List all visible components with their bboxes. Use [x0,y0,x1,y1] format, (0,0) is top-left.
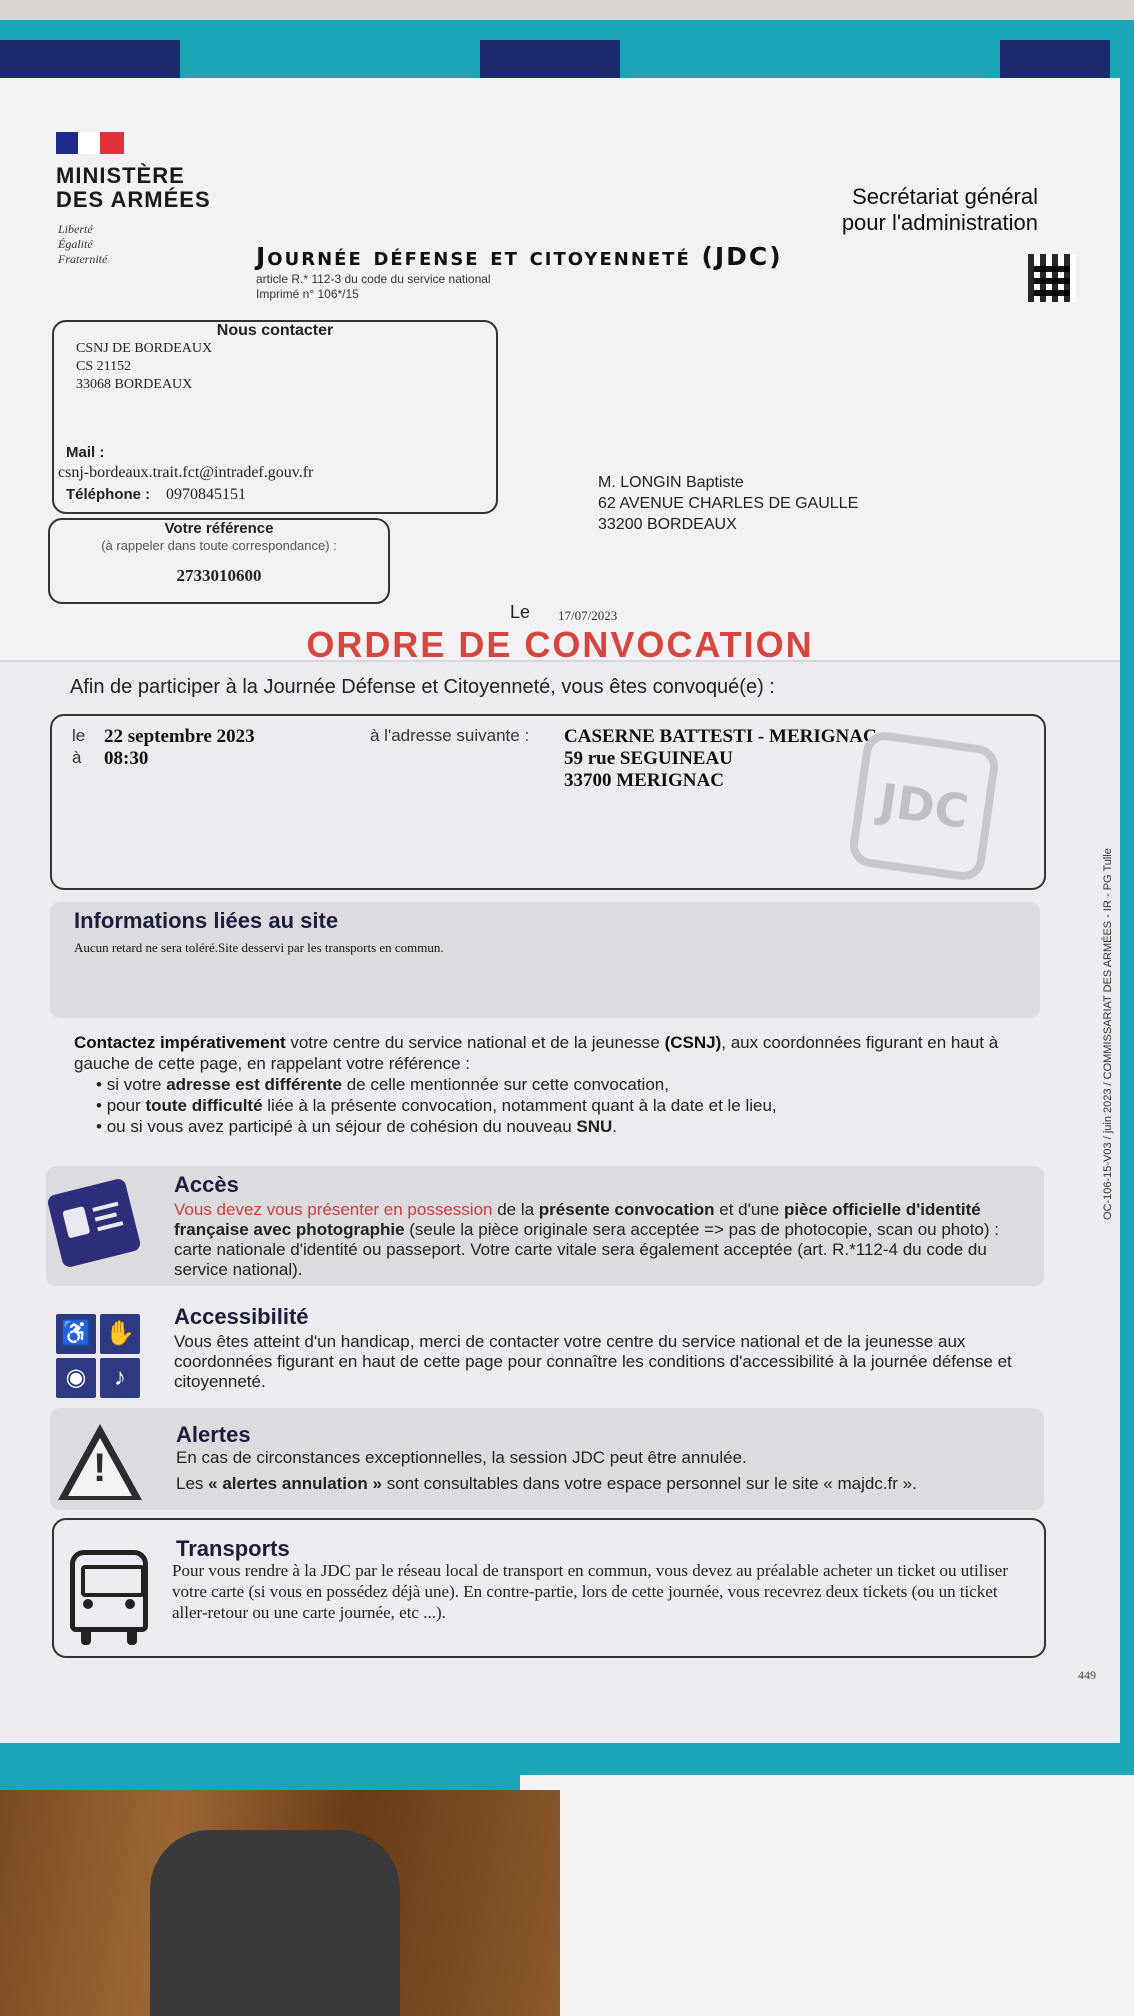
secretariat-general: Secrétariat général pour l'administration [841,184,1038,235]
issue-date: 17/07/2023 [558,608,618,623]
transports-text: Pour vous rendre à la JDC par le réseau local de transport en commun, vous devez au préalable acheter un ticket ou utiliser votre carte (si vous en possédez déjà une). En contre-partie, lors de cette journée, vous recevrez deux tickets (ou un ticket aller-retour ou une carte journée, etc ...). [172,1561,1009,1622]
marianne-flag-logo [56,132,124,154]
article-reference: article R.* 112-3 du code du service national Imprimé n° 106*/15 [256,272,491,301]
alerts-line2: Les « alertes annulation » sont consultables dans votre espace personnel sur le site « majdc.fr ». [176,1474,917,1493]
folder-stripe [1000,40,1110,80]
visual-impairment-icon: ◉ [56,1358,96,1398]
access-text: Vous devez vous présenter en possession de la présente convocation et d'une pièce officielle d'identité française avec photographie (seule la pièce originale sera acceptée => pas de photocopie, scan ou photo) : carte nationale d'identité ou passeport. Votre carte vitale sera également acceptée (art. R.*112-4 du code du service national). [174,1200,999,1279]
form-reference-vertical: OC-106-15-V03 / juin 2023 / COMMISSARIAT DES ARMÉES - IR - PG Tulle [1102,848,1114,1220]
accessibility-text: Vous êtes atteint d'un handicap, merci de contacter votre centre du service national et de la jeunesse aux coordonnées figurant en haut de cette page pour connaître les conditions d'accessibilité à la journée défense et citoyenneté. [174,1332,1012,1391]
site-info-text: Aucun retard ne sera toléré.Site desservi par les transports en commun. [74,940,444,955]
contact-bullets [96,1074,1036,1137]
contact-box [52,320,498,514]
page-number: 449 [1078,1668,1096,1682]
reference-heading: Votre référence [164,520,274,537]
recipient-address: M. LONGIN Baptiste 62 AVENUE CHARLES DE GAULLE 33200 BORDEAUX [598,474,859,533]
phone-label: Téléphone : [66,486,151,503]
white-surface [520,1775,1134,2016]
warning-exclamation: ! [93,1446,107,1490]
venue-name: CASERNE BATTESTI - MERIGNAC [564,726,877,747]
jdc-watermark-logo: JDC [847,729,1001,883]
address-label: à l'adresse suivante : [370,726,530,745]
folder-stripe [480,40,620,80]
transports-heading: Transports [176,1536,290,1561]
ministry-name: MINISTÈRE DES ARMÉES [56,163,211,212]
date-prefix: le [72,726,86,745]
contact-heading: Nous contacter [216,322,334,339]
list-item: • pour toute difficulté liée à la présente convocation, notamment quant à la date et le lieu, [96,1095,1036,1116]
venue-city: 33700 MERIGNAC [564,770,724,791]
shoe [150,1830,400,2016]
venue-street: 59 rue SEGUINEAU [564,748,733,769]
reference-box [48,518,390,604]
reference-number: 2733010600 [176,566,262,585]
contact-email[interactable]: csnj-bordeaux.trait.fct@intradef.gouv.fr [58,464,314,481]
convocation-date: 22 septembre 2023 [104,726,255,747]
contact-paragraph: Contactez impérativement votre centre du service national et de la jeunesse (CSNJ), aux coordonnées figurant en haut à gauche de cette page, en rappelant votre référence : [74,1033,999,1073]
bus-icon [70,1550,148,1632]
hearing-impairment-icon: ♪ [100,1358,140,1398]
reference-note: (à rappeler dans toute correspondance) : [101,538,337,553]
access-heading: Accès [174,1172,239,1197]
wheelchair-icon: ♿ [56,1314,96,1354]
contact-phone: 0970845151 [166,486,246,503]
time-prefix: à [72,748,82,767]
convocation-time: 08:30 [104,748,149,769]
mail-label: Mail : [66,444,105,461]
datamatrix-code-detail [1034,260,1070,296]
list-item: • si votre adresse est différente de celle mentionnée sur cette convocation, [96,1074,1036,1095]
document-title: Journée défense et citoyenneté (JDC) [256,242,783,271]
folder-stripe [0,40,180,80]
site-info-panel [50,902,1040,1018]
sign-language-icon: ✋ [100,1314,140,1354]
intro-sentence: Afin de participer à la Journée Défense et Citoyenneté, vous êtes convoqué(e) : [70,676,775,698]
list-item: • ou si vous avez participé à un séjour de cohésion du nouveau SNU. [96,1116,1036,1137]
order-title: ORDRE DE CONVOCATION [306,624,814,665]
motto: Liberté Égalité Fraternité [58,222,108,266]
date-label: Le [510,602,531,622]
accessibility-heading: Accessibilité [174,1304,309,1329]
alerts-line1: En cas de circonstances exceptionnelles, la session JDC peut être annulée. [176,1448,747,1467]
alerts-heading: Alertes [176,1422,251,1447]
contact-address: CSNJ DE BORDEAUX CS 21152 33068 BORDEAUX [76,341,213,392]
site-info-heading: Informations liées au site [74,908,339,933]
accessibility-icons [56,1314,142,1398]
